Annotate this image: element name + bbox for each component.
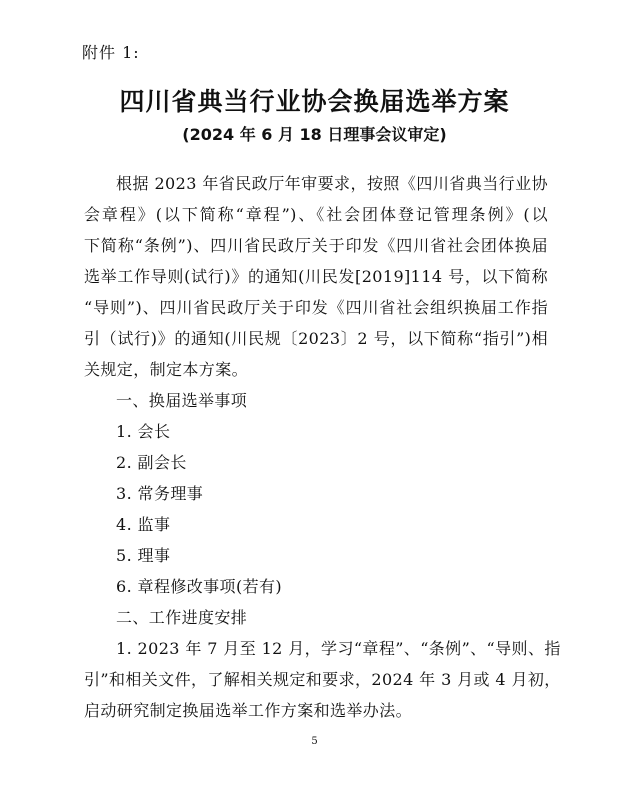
list-item: 1. 会长 — [116, 422, 171, 441]
list-item: 2. 副会长 — [116, 453, 187, 472]
paragraph-line: 根据 2023 年省民政厅年审要求，按照《四川省典当行业协 — [116, 174, 548, 193]
list-item: 3. 常务理事 — [116, 484, 204, 503]
paragraph-line: 选举工作导则(试行)》的通知(川民发[2019]114 号，以下简称 — [84, 267, 548, 286]
paragraph-line: 会章程》(以下简称“章程”)、《社会团体登记管理条例》(以 — [84, 205, 548, 224]
list-item: 6. 章程修改事项(若有) — [116, 577, 283, 596]
paragraph-line: “导则”)、四川省民政厅关于印发《四川省社会组织换届工作指 — [84, 298, 548, 317]
paragraph-line: 1. 2023 年 7 月至 12 月，学习“章程”、“条例”、“导则、指 — [116, 639, 561, 658]
section-heading: 一、换届选举事项 — [116, 391, 248, 410]
document-subtitle: (2024 年 6 月 18 日理事会议审定) — [182, 125, 447, 144]
section-heading: 二、工作进度安排 — [116, 608, 248, 627]
paragraph-line: 下简称“条例”)、四川省民政厅关于印发《四川省社会团体换届 — [84, 236, 548, 255]
page-number: 5 — [311, 736, 318, 747]
attachment-label: 附件 1: — [82, 43, 140, 62]
paragraph-line: 关规定，制定本方案。 — [84, 360, 249, 379]
list-item: 5. 理事 — [116, 546, 171, 565]
paragraph-line: 引（试行)》的通知(川民规〔2023〕2 号，以下简称“指引”)相 — [84, 329, 548, 348]
paragraph-line: 引”和相关文件，了解相关规定和要求，2024 年 3 月或 4 月初， — [84, 670, 561, 689]
document-title: 四川省典当行业协会换届选举方案 — [119, 87, 510, 116]
paragraph-line: 启动研究制定换届选举工作方案和选举办法。 — [84, 701, 413, 720]
list-item: 4. 监事 — [116, 515, 171, 534]
